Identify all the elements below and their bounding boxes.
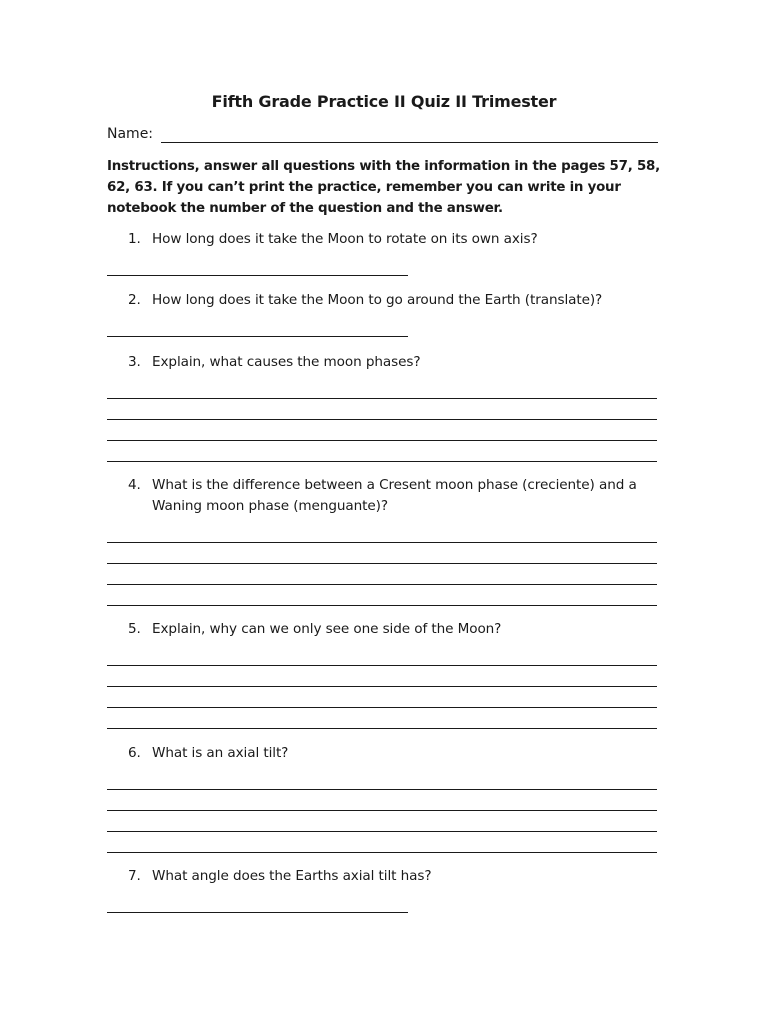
answer-line[interactable] <box>107 912 408 913</box>
question-text: Explain, why can we only see one side of the Moon? <box>152 621 502 637</box>
question-number: 7. <box>128 868 141 884</box>
answer-line[interactable] <box>107 584 657 585</box>
answer-line[interactable] <box>107 686 657 687</box>
name-row <box>107 124 658 146</box>
question-number: 6. <box>128 745 141 761</box>
name-answer-line[interactable] <box>161 142 658 143</box>
answer-line[interactable] <box>107 419 657 420</box>
name-label: Name: <box>107 126 154 142</box>
question-text: How long does it take the Moon to rotate on its own axis? <box>152 231 538 247</box>
answer-line[interactable] <box>107 831 657 832</box>
question-number: 2. <box>128 292 141 308</box>
answer-line[interactable] <box>107 728 657 729</box>
answer-line[interactable] <box>107 336 408 337</box>
answer-line[interactable] <box>107 461 657 462</box>
answer-line[interactable] <box>107 852 657 853</box>
question-text: What angle does the Earths axial tilt has? <box>152 868 432 884</box>
question-text: How long does it take the Moon to go around the Earth (translate)? <box>152 292 603 308</box>
page-title: Fifth Grade Practice II Quiz II Trimester <box>211 92 557 111</box>
question-text: Explain, what causes the moon phases? <box>152 354 421 370</box>
question-text: What is an axial tilt? <box>152 745 289 761</box>
answer-line[interactable] <box>107 605 657 606</box>
answer-line[interactable] <box>107 789 657 790</box>
answer-line[interactable] <box>107 665 657 666</box>
answer-line[interactable] <box>107 707 657 708</box>
question-number: 4. <box>128 477 141 493</box>
answer-line[interactable] <box>107 275 408 276</box>
answer-line[interactable] <box>107 810 657 811</box>
answer-line[interactable] <box>107 440 657 441</box>
instructions: Instructions, answer all questions with the information in the pages 57, 58, 62, 63. If you can’t print the practice, remember you can write in your notebook the number of the question and the answer. <box>107 159 660 216</box>
question-number: 1. <box>128 231 141 247</box>
answer-line[interactable] <box>107 398 657 399</box>
answer-line[interactable] <box>107 563 657 564</box>
answer-line[interactable] <box>107 542 657 543</box>
question-number: 3. <box>128 354 141 370</box>
question-text: What is the difference between a Cresent moon phase (creciente) and a Waning moon phase (menguante)? <box>152 477 637 514</box>
question-number: 5. <box>128 621 141 637</box>
